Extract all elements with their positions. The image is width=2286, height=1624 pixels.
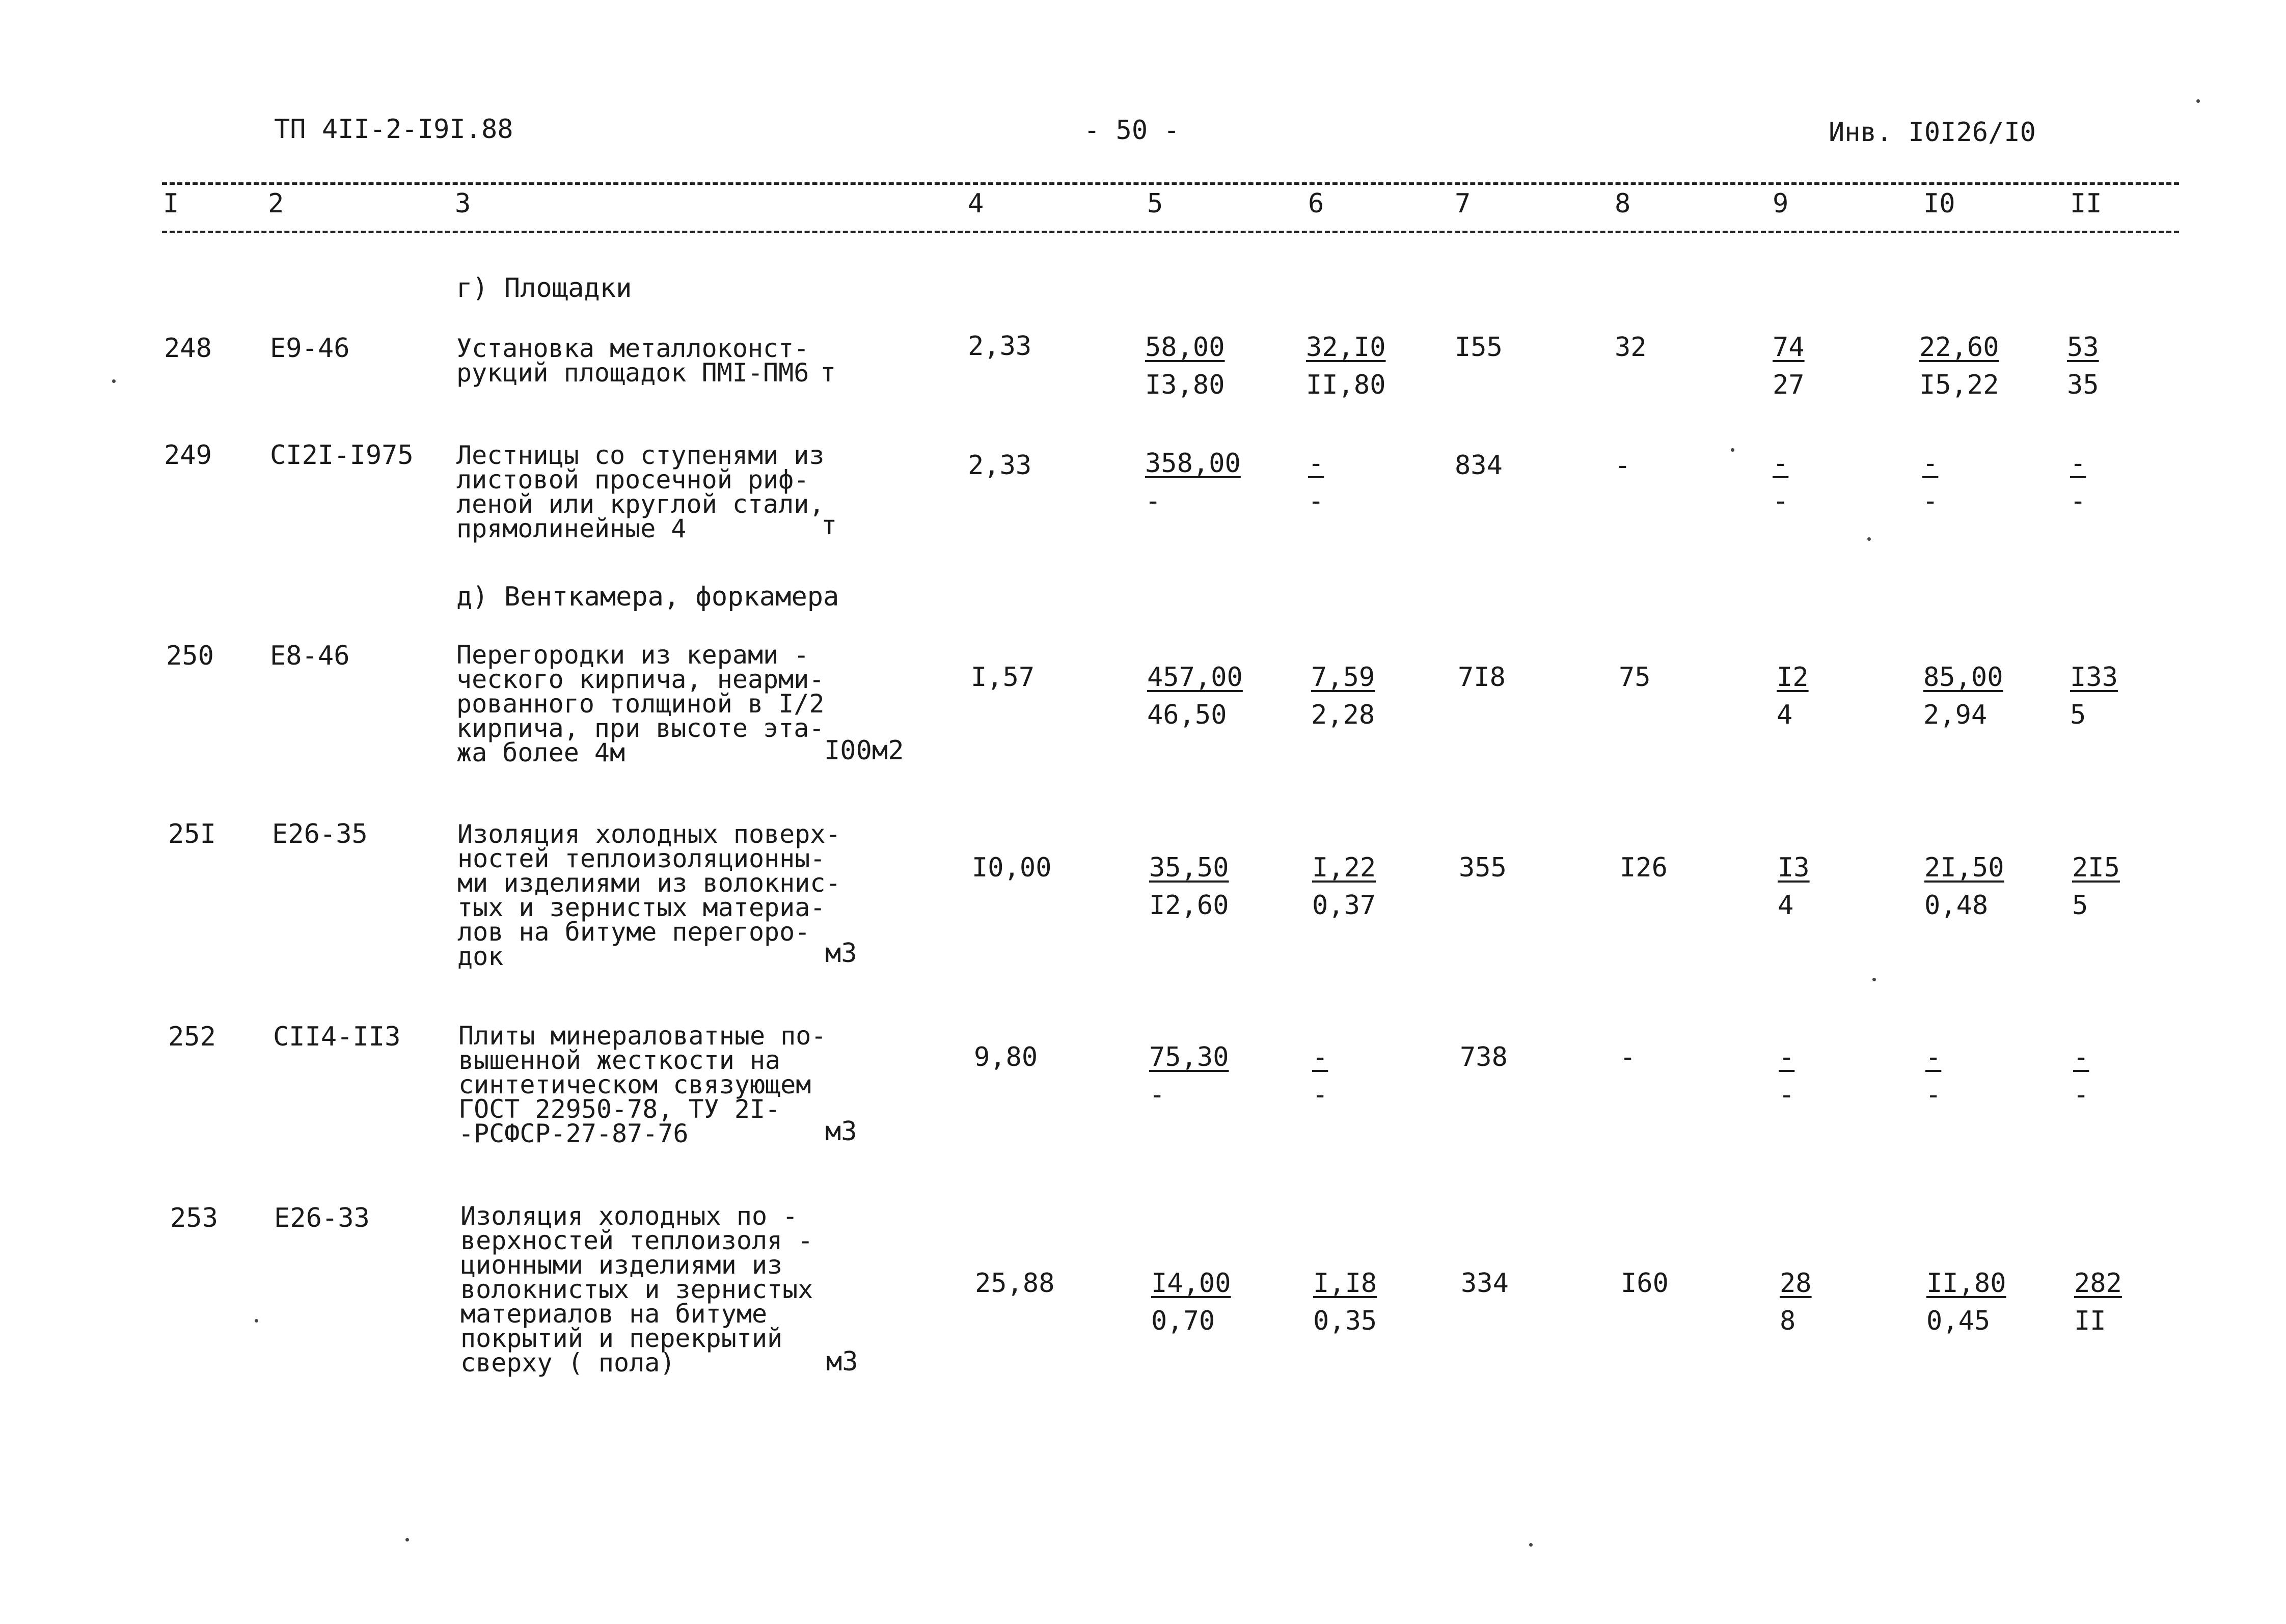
row-col5-value: $\frac{58,00}{I3,80}$ [1145,332,1225,400]
column-header-1: I [163,188,179,219]
row-col11-value: $\frac{I33}{5}$ [2070,662,2118,730]
row-col10-value: $\frac{2I,50}{0,48}$ [1924,852,2004,921]
row-code: СI2I-I975 [270,440,414,471]
scan-speck [1867,537,1871,541]
row-col8-value: - [1620,1042,1636,1072]
column-header-5: 5 [1147,188,1163,219]
header-bottom-rule [162,231,2179,233]
column-header-3: 3 [455,188,471,219]
row-col7-value: 834 [1455,450,1503,481]
row-col5-value: $\frac{35,50}{I2,60}$ [1149,852,1229,921]
row-col5-value: 358,00 - [1145,448,1241,516]
row-col10-value: $\frac{85,00}{2,94}$ [1923,662,2003,730]
row-col8-value: I60 [1621,1268,1669,1299]
row-number: 250 [166,641,214,671]
row-col8-value: 75 [1619,662,1651,693]
row-col9-value: - - [1773,448,1789,516]
row-col6-value: $\frac{I,I8}{0,35}$ [1313,1268,1377,1336]
scan-speck [2196,99,2200,103]
row-col7-value: 355 [1459,852,1507,883]
row-quantity: I,57 [971,662,1035,693]
row-number: 253 [170,1203,218,1233]
column-header-9: 9 [1773,188,1789,219]
row-code: Е26-33 [274,1203,370,1233]
column-header-8: 8 [1615,188,1631,219]
scan-speck [1529,1543,1533,1547]
row-code: Е8-46 [270,641,350,671]
row-description: Перегородки из керами - ческого кирпича, неарми- рованного толщиной в I/2 кирпича, при высоте эта- жа более 4м [456,640,825,767]
row-col6-value: - - [1308,448,1324,516]
row-unit: т [821,510,837,541]
row-code: Е26-35 [272,819,368,849]
row-col5-value: $\frac{I4,00}{0,70}$ [1151,1268,1231,1336]
header-top-rule [162,182,2179,185]
row-unit: м3 [825,1116,857,1147]
column-header-10: I0 [1923,188,1955,219]
row-col8-value: I26 [1620,852,1668,883]
row-col7-value: 738 [1460,1042,1508,1072]
column-header-4: 4 [968,188,984,219]
row-col9-value: $\frac{74}{27}$ [1773,332,1805,400]
column-header-2: 2 [268,188,284,219]
column-header-11: II [2070,188,2102,219]
scan-speck [1731,448,1734,452]
column-header-6: 6 [1308,188,1324,219]
row-number: 249 [164,440,212,471]
row-col10-value: $\frac{22,60}{I5,22}$ [1919,332,1999,400]
row-number: 252 [168,1022,216,1052]
row-col5-value: 75,30 - [1149,1042,1229,1110]
scan-speck [1872,978,1876,981]
scan-speck [255,1319,258,1323]
row-description: Установка металлоконст- рукций площадок ПМI-ПМ6 [456,334,809,388]
row-col5-value: $\frac{457,00}{46,50}$ [1147,662,1243,730]
row-number: 25I [168,819,216,849]
row-col11-value: - - [2070,448,2086,516]
scan-speck [405,1538,409,1542]
row-col10-value: $\frac{II,80}{0,45}$ [1926,1268,2006,1336]
row-quantity: 2,33 [968,331,1032,362]
row-col6-value: $\frac{7,59}{2,28}$ [1311,662,1375,730]
row-quantity: 9,80 [974,1042,1038,1072]
document-code: ТП 4II-2-I9I.88 [274,114,513,145]
row-col9-value: - - [1779,1042,1795,1110]
row-col6-value: $\frac{32,I0}{II,80}$ [1306,332,1386,400]
row-code: СII4-II3 [273,1022,401,1052]
row-unit: т [820,357,836,388]
row-col7-value: I55 [1455,332,1503,363]
row-col10-value: - - [1925,1042,1942,1110]
scan-speck [112,379,116,383]
row-col7-value: 334 [1461,1268,1509,1299]
row-col8-value: - [1615,450,1631,481]
row-unit: м3 [826,1346,858,1377]
row-col10-value: - - [1922,448,1939,516]
section-heading-ventchamber: д) Венткамера, форкамера [456,582,839,612]
row-col7-value: 7I8 [1458,662,1506,693]
row-number: 248 [164,333,212,364]
row-col11-value: - - [2073,1042,2089,1110]
row-col11-value: $\frac{2I5}{5}$ [2072,852,2120,921]
row-col11-value: $\frac{53}{35}$ [2067,332,2099,400]
row-col9-value: $\frac{I3}{4}$ [1778,852,1810,921]
row-code: Е9-46 [270,333,350,364]
row-col9-value: $\frac{I2}{4}$ [1777,662,1809,730]
section-heading-platforms: г) Площадки [456,273,632,304]
row-col9-value: $\frac{28}{8}$ [1780,1268,1812,1336]
row-description: Изоляция холодных по - верхностей теплоизоля - ционными изделиями из волокнистых и зернистых материалов на битуме покрытий и перекрытий сверху ( пола) [460,1201,813,1378]
page-number: - 50 - [1084,115,1180,146]
row-col8-value: 32 [1615,332,1647,363]
column-header-7: 7 [1455,188,1471,219]
row-quantity: I0,00 [972,852,1052,883]
row-unit: м3 [825,938,857,969]
row-quantity: 25,88 [975,1268,1055,1299]
row-description: Лестницы со ступенями из листовой просечной риф- леной или круглой стали, прямолинейные 4 [456,441,825,543]
row-description: Плиты минераловатные по- вышенной жесткости на синтетическом связующем ГОСТ 22950-78, ТУ 2I- -РСФСР-27-87-76 [458,1021,827,1148]
row-col11-value: $\frac{282}{II}$ [2074,1268,2122,1336]
row-quantity: 2,33 [968,450,1032,481]
row-col6-value: - - [1312,1042,1328,1110]
inventory-number: Инв. I0I26/I0 [1829,117,2036,148]
row-unit: I00м2 [824,735,904,766]
row-col6-value: $\frac{I,22}{0,37}$ [1312,852,1376,921]
row-description: Изоляция холодных поверх- ностей теплоизоляционны- ми изделиями из волокнис- тых и зернистых материа- лов на битуме перегоро- док [457,819,841,971]
